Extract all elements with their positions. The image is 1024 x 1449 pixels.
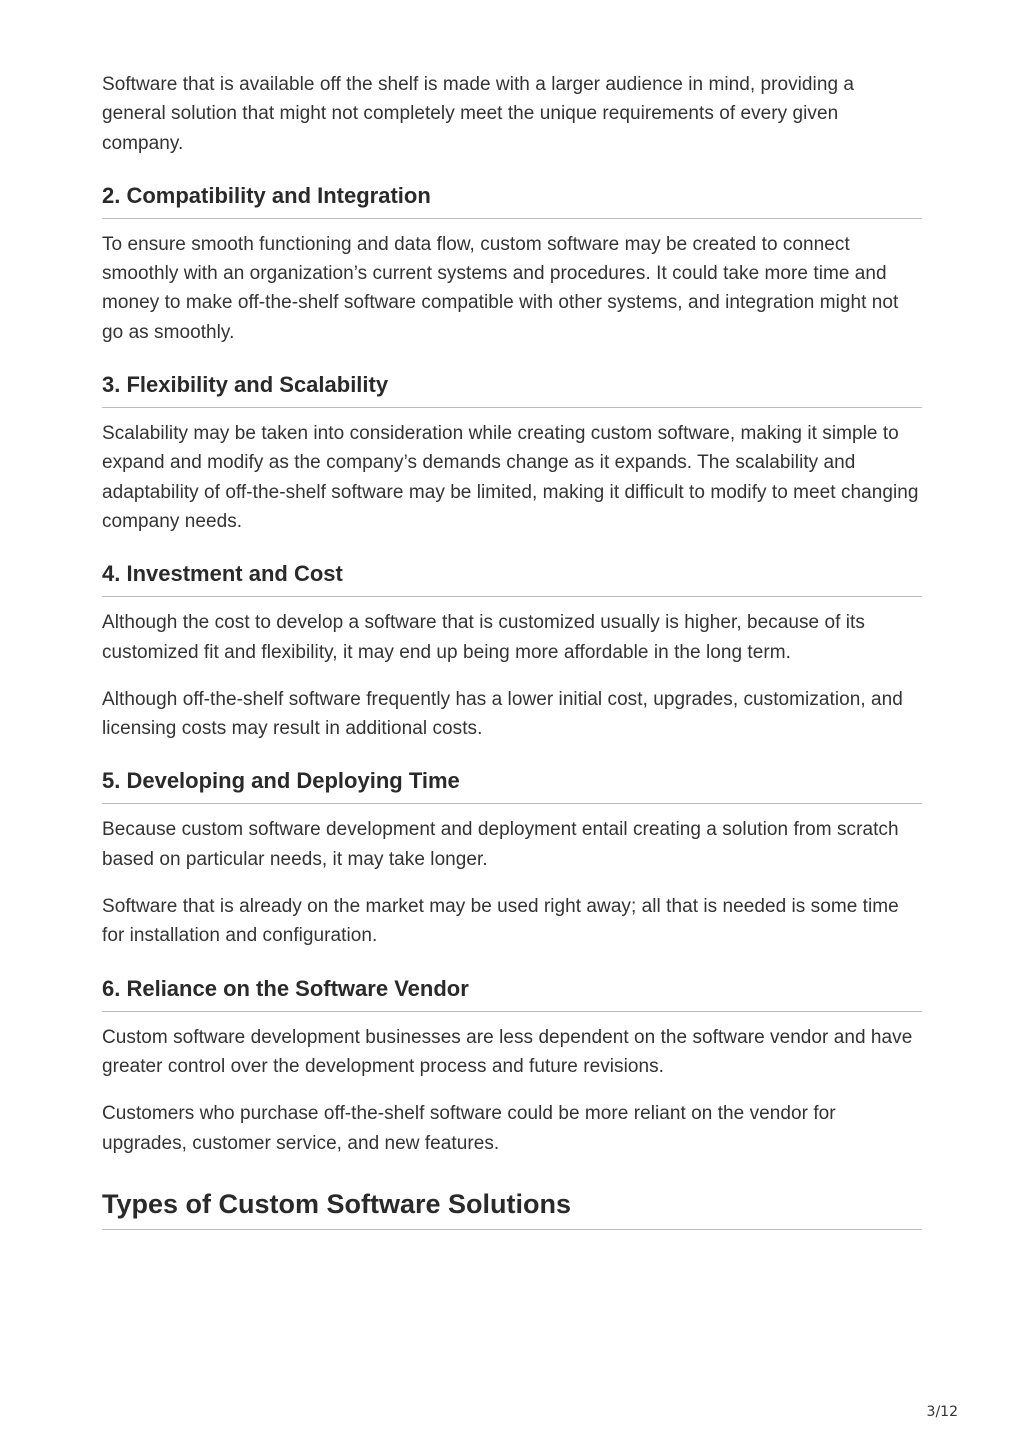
section-paragraph: Because custom software development and deployment entail creating a solution from scratch based on particular needs, it may take longer. (102, 819, 899, 870)
section-paragraph: Customers who purchase off-the-shelf software could be more reliant on the vendor for upgrades, customer service, and new features. (102, 1103, 836, 1154)
page-number: 3/12 (926, 1404, 958, 1420)
section-investment-cost (102, 560, 922, 743)
section-heading: 2. Compatibility and Integration (102, 182, 922, 219)
section-paragraph: Scalability may be taken into consideration while creating custom software, making it simple to expand and modify as the company’s demands change as it expands. The scalability and adaptability of off-the-shelf software may be limited, making it difficult to modify to meet changing company needs. (102, 423, 919, 532)
section-heading: 6. Reliance on the Software Vendor (102, 975, 922, 1012)
section-paragraph: Software that is already on the market may be used right away; all that is needed is some time for installation and configuration. (102, 896, 899, 947)
section-paragraph: To ensure smooth functioning and data flow, custom software may be created to connect smoothly with an organization’s current systems and procedures. It could take more time and money to make off-the-shelf software compatible with other systems, and integration might not go as smoothly. (102, 233, 899, 343)
section-developing-deploying-time (102, 767, 922, 950)
section-compatibility-integration (102, 182, 922, 347)
section-paragraph: Custom software development businesses are less dependent on the software vendor and have greater control over the development process and future revisions. (102, 1026, 913, 1077)
section-paragraph: Although the cost to develop a software that is customized usually is higher, because of its customized fit and flexibility, it may end up being more affordable in the long term. (102, 612, 865, 663)
section-reliance-software-vendor (102, 975, 922, 1158)
section-paragraph: Although off-the-shelf software frequently has a lower initial cost, upgrades, customization, and licensing costs may result in additional costs. (102, 688, 903, 740)
major-heading: Types of Custom Software Solutions (102, 1187, 922, 1230)
section-heading: 4. Investment and Cost (102, 560, 922, 597)
document-page (102, 70, 922, 1230)
section-heading: 5. Developing and Deploying Time (102, 767, 922, 804)
major-section-types (102, 1187, 922, 1230)
section-heading: 3. Flexibility and Scalability (102, 371, 922, 408)
section-flexibility-scalability (102, 371, 922, 536)
intro-paragraph: Software that is available off the shelf is made with a larger audience in mind, providing a general solution that might not completely meet the unique requirements of every given company. (102, 74, 855, 154)
